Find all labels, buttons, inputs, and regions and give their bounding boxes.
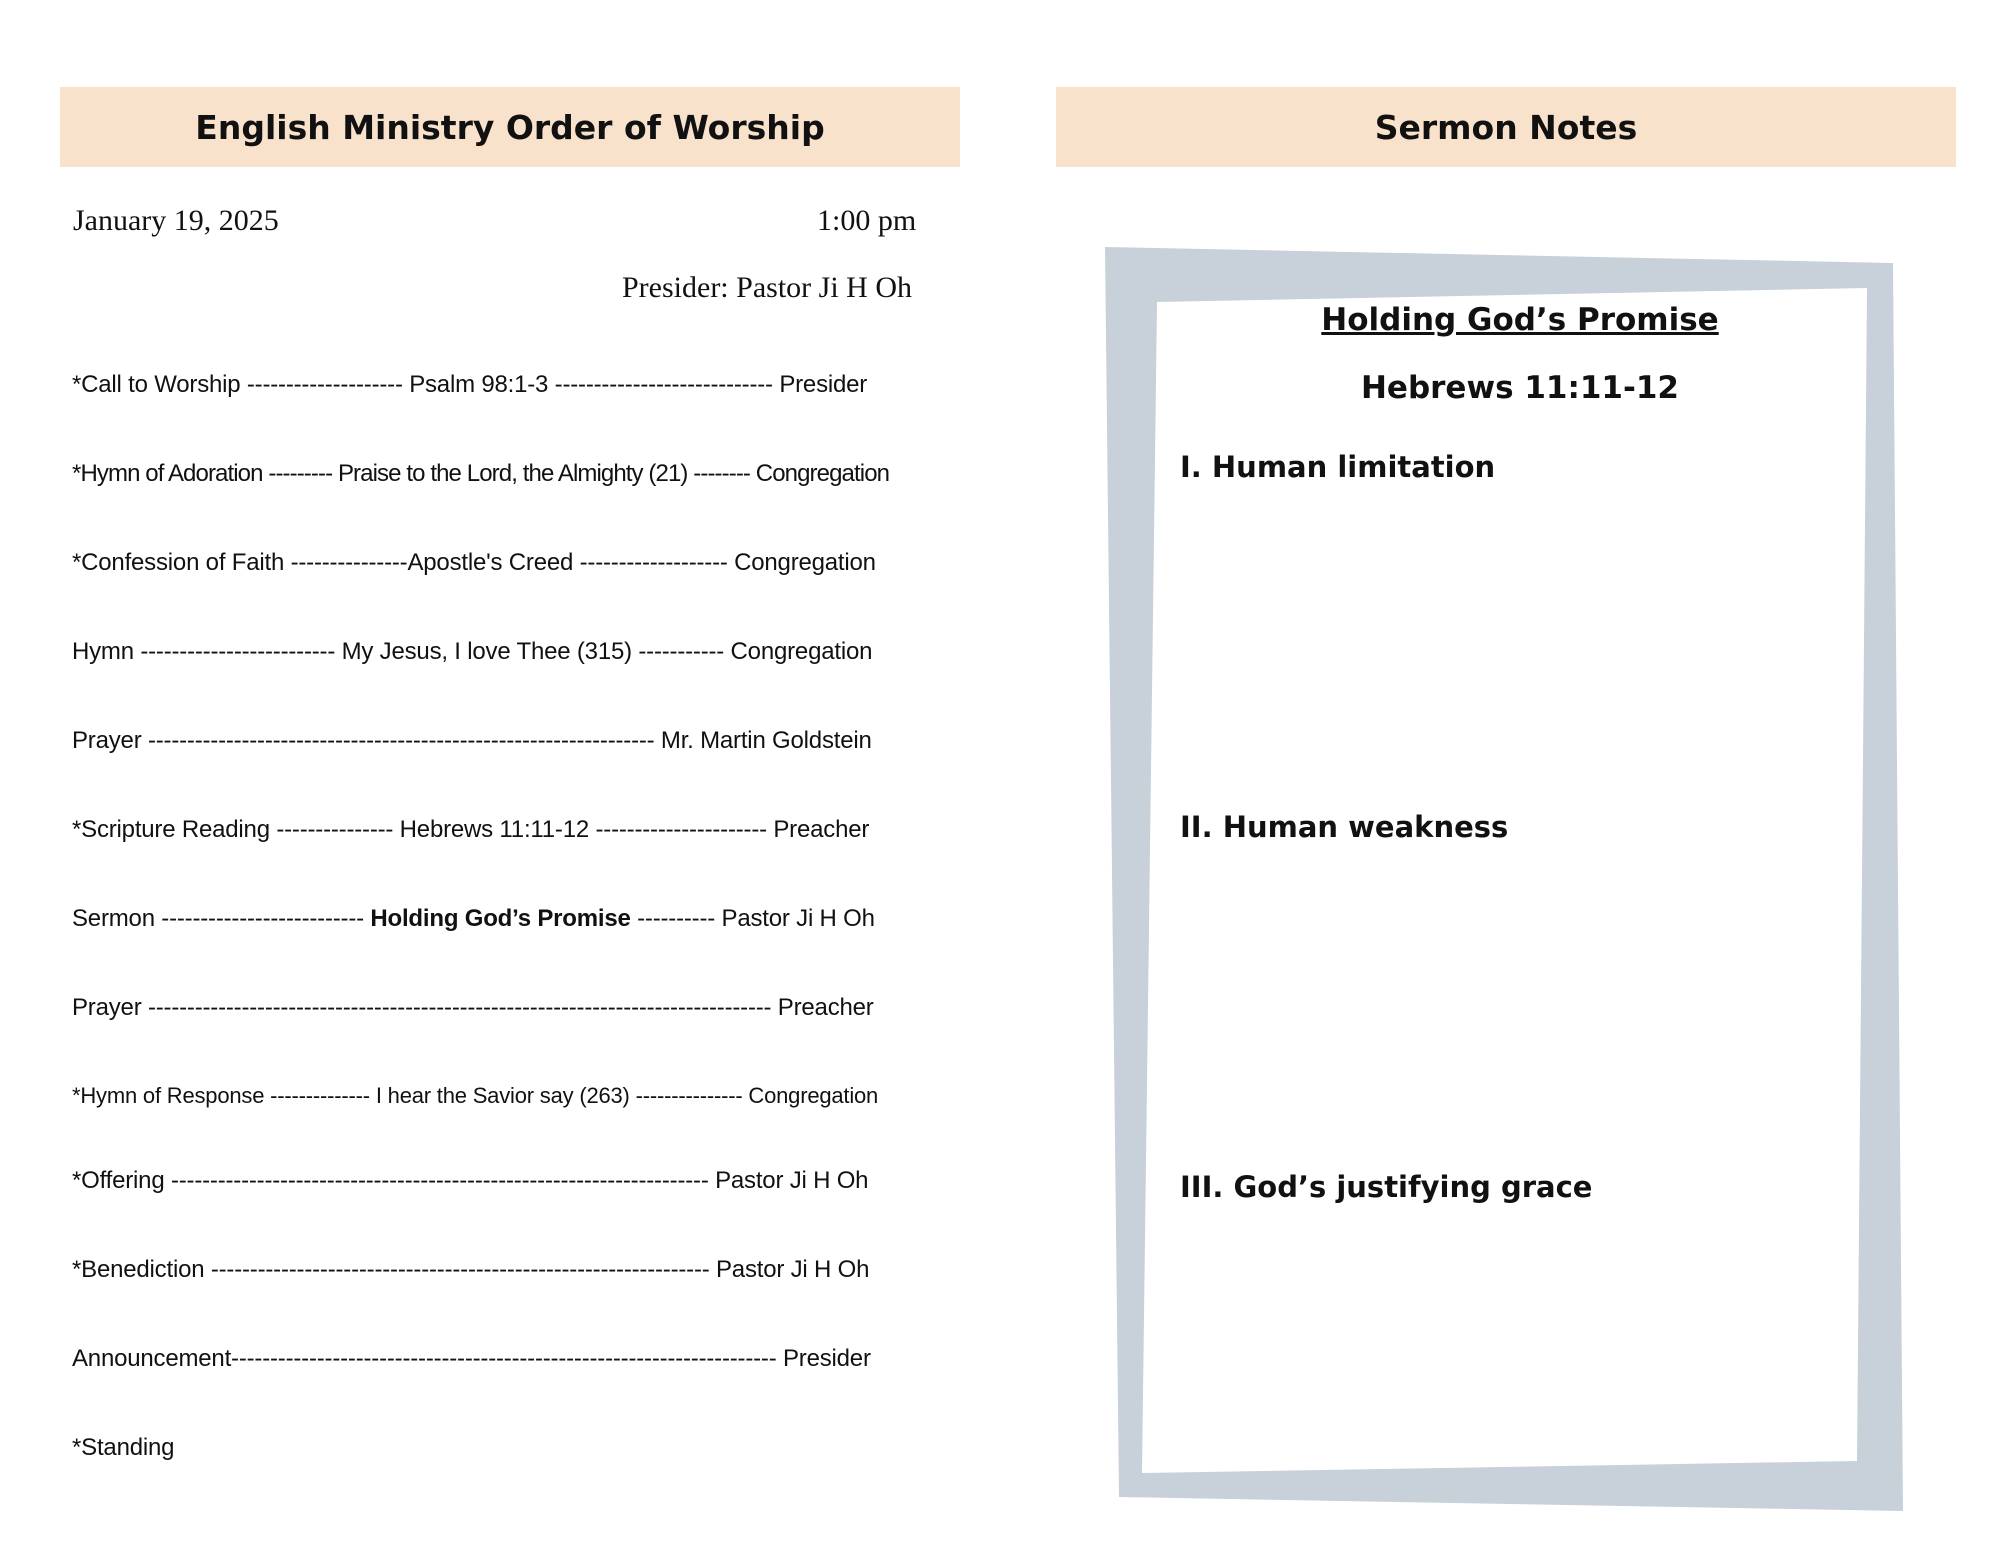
order-item-announcement: Announcement---------------------------------------------------------------------- Presider <box>72 1345 871 1372</box>
sermon-row-suffix: ---------- Pastor Ji H Oh <box>630 905 875 932</box>
order-item-hymn: Hymn ------------------------- My Jesus, I love Thee (315) ----------- Congregation <box>72 638 873 665</box>
order-item-hymn-of-adoration: *Hymn of Adoration --------- Praise to the Lord, the Almighty (21) -------- Congregation <box>72 460 890 487</box>
sermon-title: Holding God’s Promise <box>1321 302 1719 338</box>
standing-note: *Standing <box>72 1434 175 1461</box>
order-item-call-to-worship: *Call to Worship -------------------- Psalm 98:1-3 ---------------------------- Presider <box>72 371 868 398</box>
order-of-worship-title: English Ministry Order of Worship <box>195 107 825 147</box>
order-item-benediction: *Benediction ---------------------------------------------------------------- Pastor Ji H Oh <box>72 1256 870 1283</box>
service-time: 1:00 pm <box>817 204 917 237</box>
order-item-closing-prayer: Prayer -------------------------------------------------------------------------------- Preacher <box>72 994 874 1021</box>
presider-line: Presider: Pastor Ji H Oh <box>622 271 912 304</box>
sermon-point-3: III. God’s justifying grace <box>1180 1170 1593 1204</box>
sermon-row-prefix: Sermon -------------------------- <box>72 905 371 932</box>
sermon-notes-title: Sermon Notes <box>1374 107 1638 147</box>
order-item-prayer: Prayer ----------------------------------------------------------------- Mr. Martin Goldstein <box>72 727 872 754</box>
sermon-passage: Hebrews 11:11-12 <box>1360 370 1680 406</box>
sermon-point-2: II. Human weakness <box>1180 810 1509 844</box>
service-date: January 19, 2025 <box>73 204 279 237</box>
sermon-point-1: I. Human limitation <box>1180 450 1496 484</box>
order-item-scripture-reading: *Scripture Reading --------------- Hebrews 11:11-12 ---------------------- Preacher <box>72 816 870 843</box>
order-item-offering: *Offering --------------------------------------------------------------------- Pastor Ji H Oh <box>72 1167 869 1194</box>
order-item-confession-of-faith: *Confession of Faith ---------------Apostle's Creed ------------------- Congregation <box>72 549 876 576</box>
sermon-row-title: Holding God’s Promise <box>370 905 631 932</box>
notes-frame-border <box>1105 247 1903 1511</box>
order-item-hymn-of-response: *Hymn of Response -------------- I hear the Savior say (263) --------------- Congregation <box>72 1083 879 1108</box>
